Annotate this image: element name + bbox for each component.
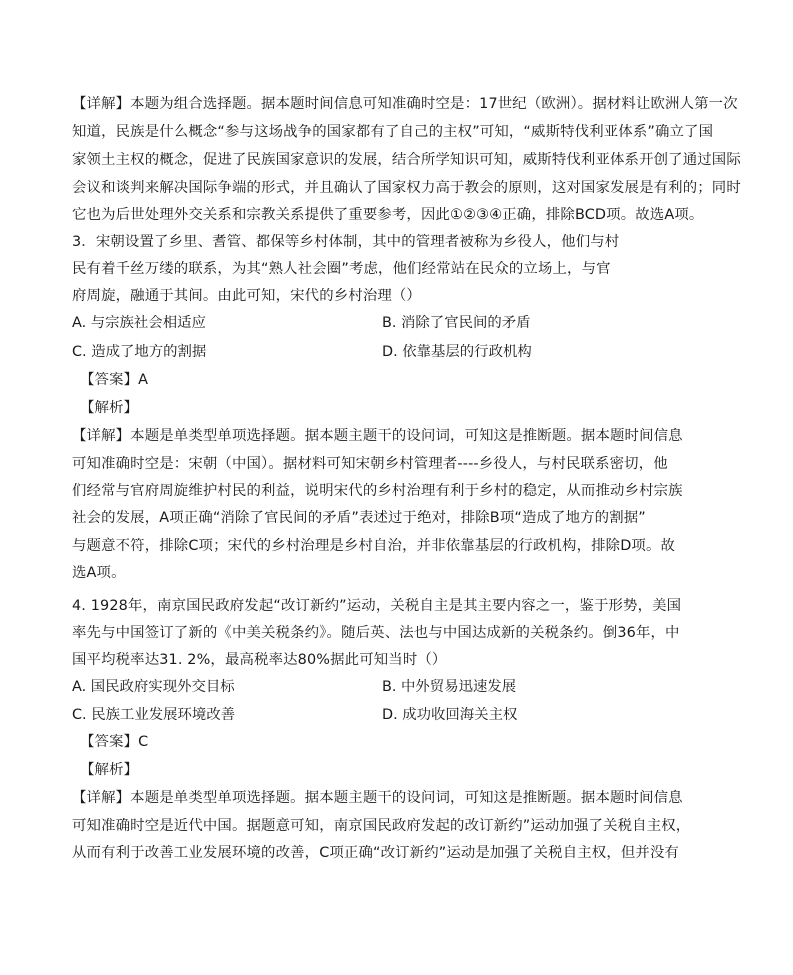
q3-detail-line-1: 【详解】本题是单类型单项选择题。据本题主题干的设问词，可知这是推断题。据本题时间信息 [72,428,683,444]
q3-detail-line-3: 们经常与官府周旋维护村民的利益，说明宋代的乡村治理有利于乡村的稳定，从而推动乡村宗族 [72,483,683,499]
q4-stem-line-1: 4. 1928年，南京国民政府发起“改订新约”运动，关税自主是其主要内容之一，鉴于形势，美国 [72,598,682,614]
q4-detail-line-3: 从而有利于改善工业发展环境的改善，C项正确“改订新约”运动是加强了关税自主权，但并没有 [72,845,680,861]
q3-detail-line-4: 社会的发展，A项正确“消除了官民间的矛盾”表述过于绝对，排除B项“造成了地方的割据” [72,510,646,526]
q4-option-d: D. 成功收回海关主权 [382,707,518,723]
q3-option-d: D. 依靠基层的行政机构 [382,344,532,360]
q4-detail-line-1: 【详解】本题是单类型单项选择题。据本题主题干的设问词，可知这是推断题。据本题时间信息 [72,790,683,806]
q3-option-b: B. 消除了官民间的矛盾 [382,315,531,331]
q3-detail-line-6: 选A项。 [72,565,126,581]
q3-option-c: C. 造成了地方的割据 [72,344,207,360]
q4-stem-line-3: 国平均税率达31. 2%，最高税率达80%据此可知当时（） [72,652,447,668]
q3-stem-line-2: 民有着千丝万缕的联系，为其“熟人社会圈”考虑，他们经常站在民众的立场上，与官 [72,261,611,277]
q3-answer: 【答案】A [80,372,149,388]
prev-detail-line-5: 它也为后世处理外交关系和宗教关系提供了重要参考，因此①②③④正确，排除BCD项。故选A项。 [72,207,704,223]
q3-analysis-label: 【解析】 [80,400,139,416]
q4-option-c: C. 民族工业发展环境改善 [72,707,236,723]
q3-stem-line-1: 3．宋朝设置了乡里、耆管、都保等乡村体制，其中的管理者被称为乡役人，他们与村 [72,234,620,250]
prev-detail-line-4: 会议和谈判来解决国际争端的形式，并且确认了国家权力高于教会的原则，这对国家发展是有利的；同时 [72,180,741,196]
prev-detail-line-3: 家领土主权的概念，促进了民族国家意识的发展，结合所学知识可知，威斯特伐利亚体系开创了通过国际 [72,152,741,168]
q3-detail-line-2: 可知准确时空是：宋朝（中国）。据材料可知宋朝乡村管理者----乡役人，与村民联系密切，他 [72,456,668,472]
q3-detail-line-5: 与题意不符，排除C项；宋代的乡村治理是乡村自治，并非依靠基层的行政机构，排除D项。故 [72,538,676,554]
q3-option-a: A. 与宗族社会相适应 [72,315,206,331]
q4-option-b: B. 中外贸易迅速发展 [382,679,517,695]
q3-stem-line-3: 府周旋，融通于其间。由此可知，宋代的乡村治理（） [72,288,421,304]
q4-option-a: A. 国民政府实现外交目标 [72,679,235,695]
q4-detail-line-2: 可知准确时空是近代中国。据题意可知，南京国民政府发起的改订新约”运动加强了关税自主权， [72,818,691,834]
q4-answer: 【答案】C [80,734,149,750]
prev-detail-line-2: 知道，民族是什么概念“参与这场战争的国家都有了自己的主权”可知，“威斯特伐利亚体系”确立了国 [72,124,714,140]
prev-detail-line-1: 【详解】本题为组合选择题。据本题时间信息可知准确时空是：17世纪（欧洲）。据材料让欧洲人第一次 [72,96,738,112]
q4-analysis-label: 【解析】 [80,762,139,778]
q4-stem-line-2: 率先与中国签订了新的《中美关税条约》。随后英、法也与中国达成新的关税条约。倒36年，中 [72,625,680,641]
